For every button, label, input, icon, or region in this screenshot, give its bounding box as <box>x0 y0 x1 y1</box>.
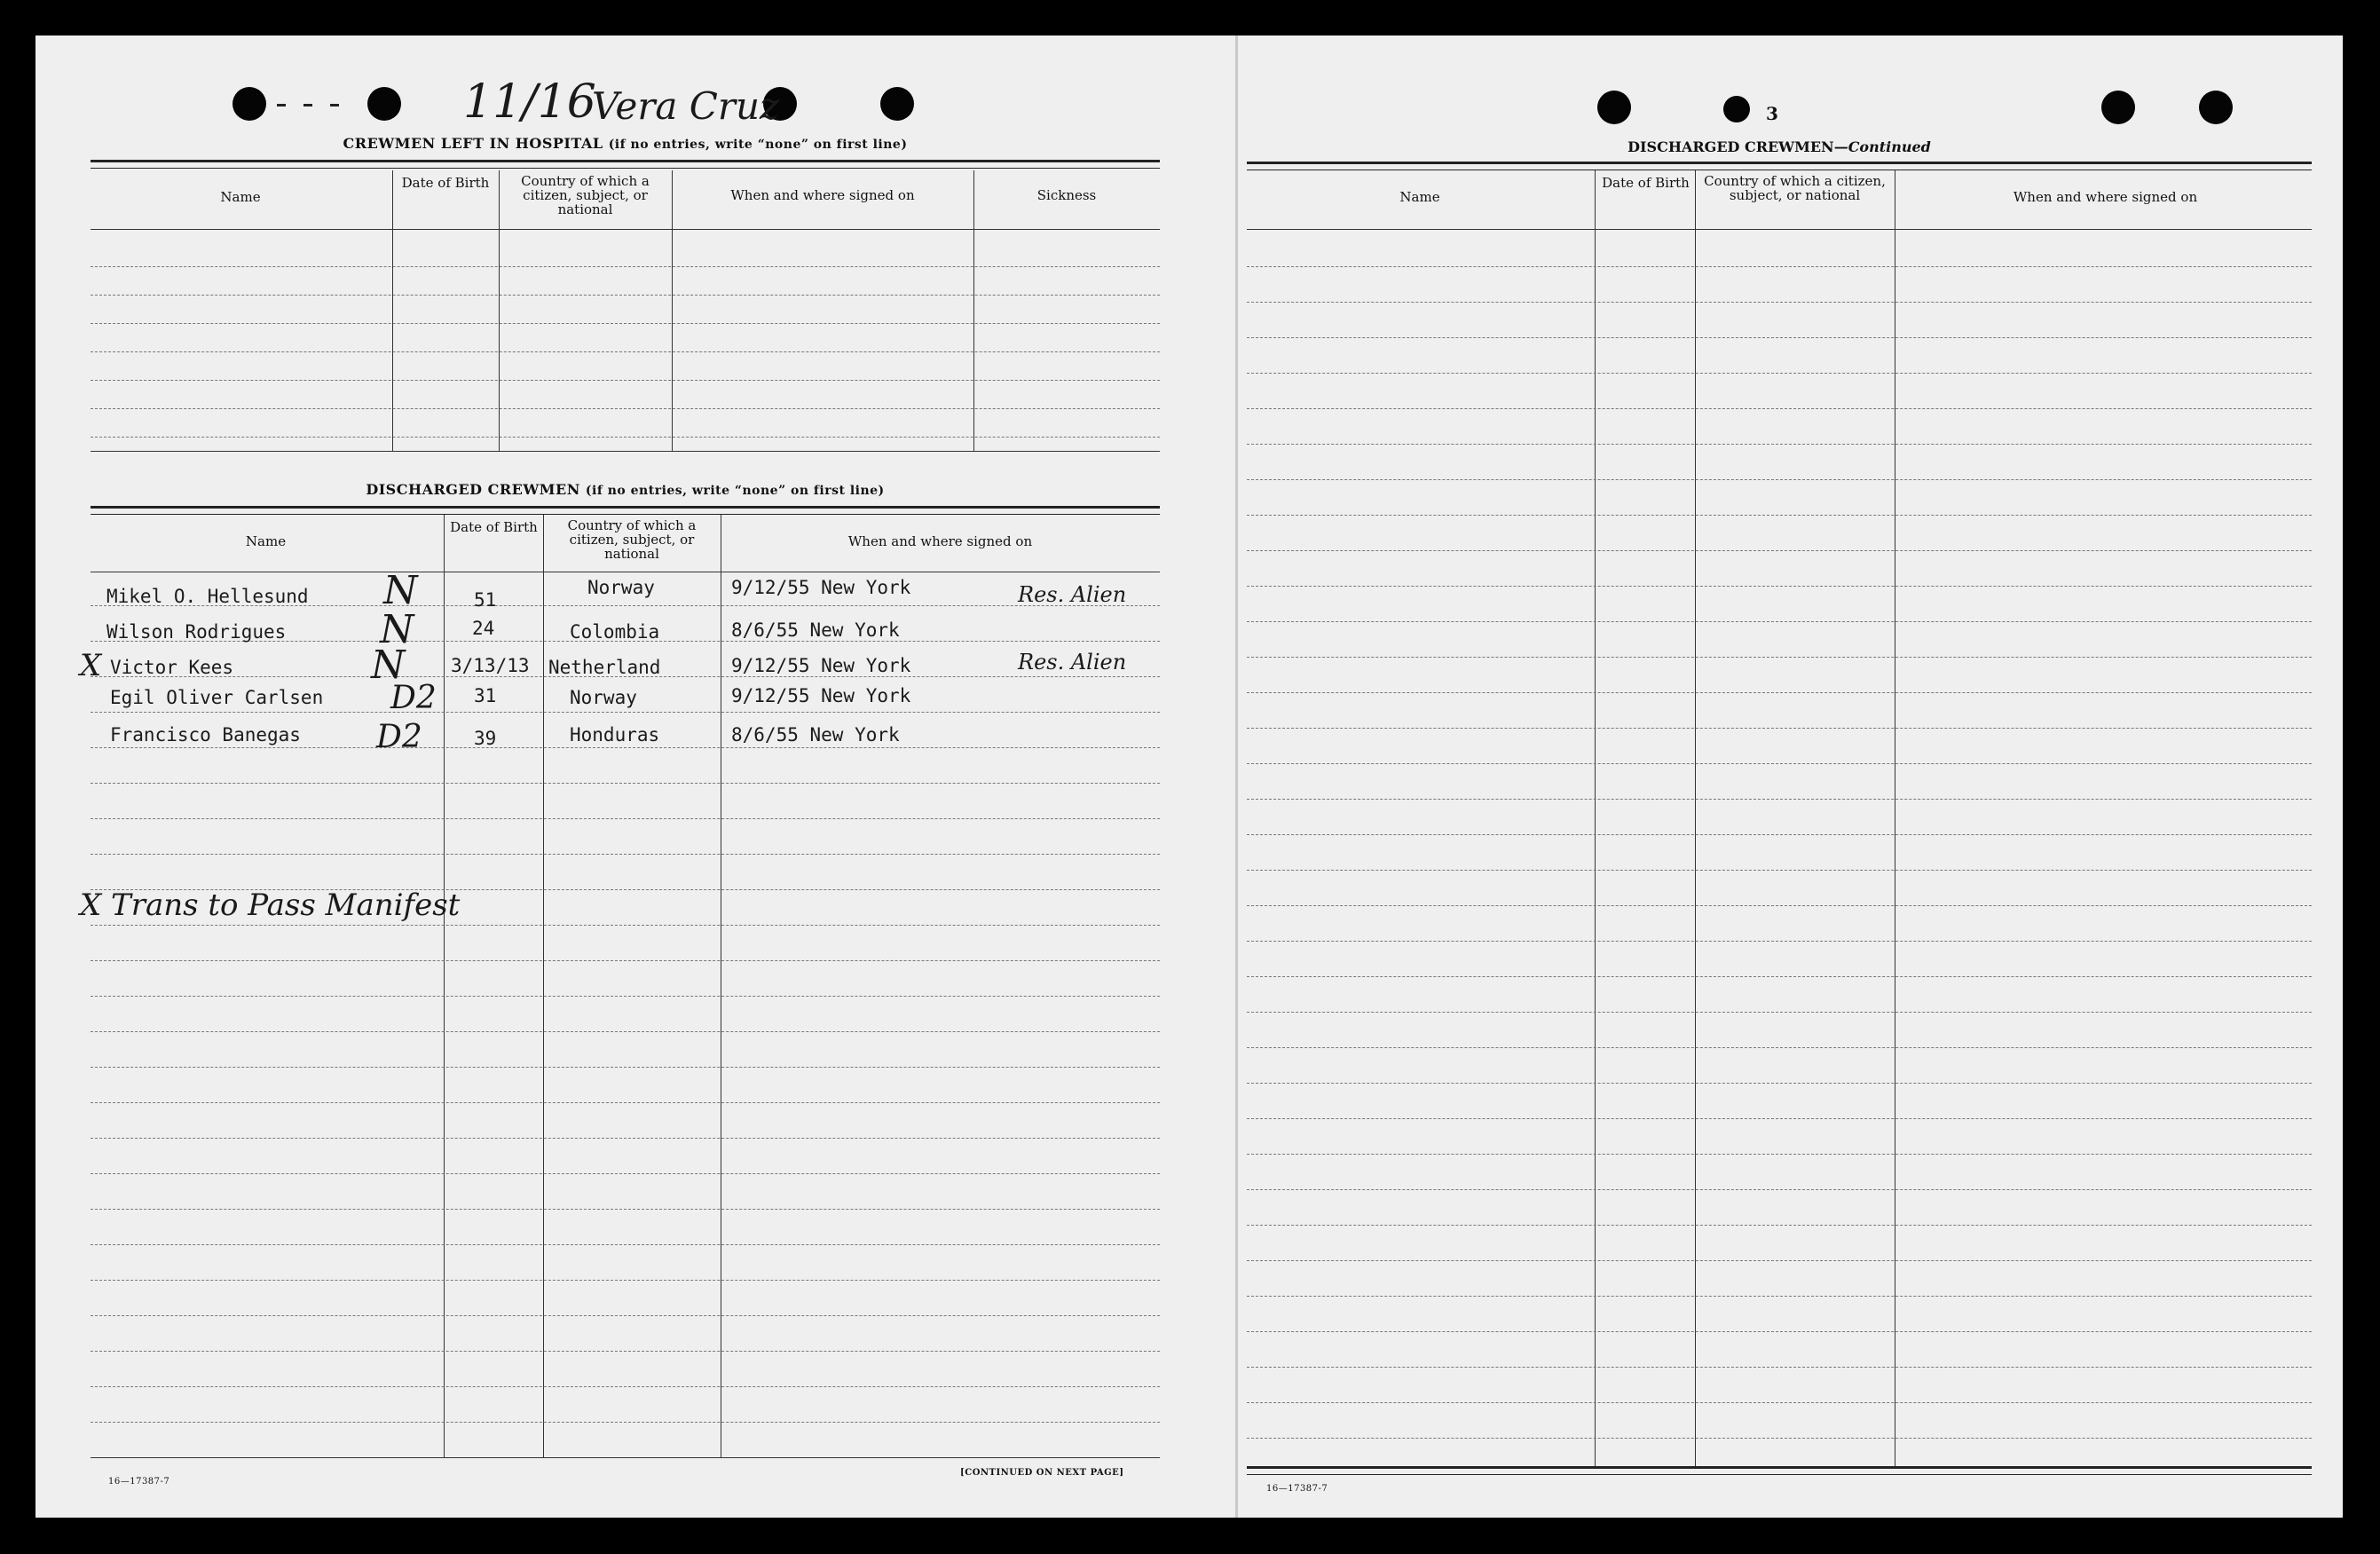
crew-name: Victor Kees <box>110 657 234 678</box>
hospital-col-sickness: Sickness <box>1036 187 1097 203</box>
hospital-col-signed: When and where signed on <box>730 187 915 203</box>
center-fold <box>1235 35 1238 1518</box>
right-caption <box>1247 138 2312 155</box>
crew-signed-on: 8/6/55 New York <box>731 724 900 745</box>
transfer-mark: X <box>80 648 102 683</box>
discharged-row-line <box>91 783 1160 784</box>
right-row-line <box>1247 621 2312 622</box>
hospital-bottom-line <box>91 451 1160 452</box>
crew-country: Norway <box>570 687 637 708</box>
crew-signed-on: 9/12/55 New York <box>731 577 911 598</box>
discharged-row-line <box>91 1067 1160 1068</box>
hospital-col-country: Country of which a citizen, subject, or national <box>521 173 650 217</box>
discharged-row-line <box>91 996 1160 997</box>
right-row-line <box>1247 692 2312 693</box>
crew-name: Wilson Rodrigues <box>106 621 287 643</box>
right-row-line <box>1247 444 2312 445</box>
right-row-line <box>1247 1083 2312 1084</box>
hospital-row-line <box>91 295 1160 296</box>
crew-name: Mikel O. Hellesund <box>106 586 309 607</box>
handwritten-note: Res. Alien <box>1018 650 1127 674</box>
crew-dob: 3/13/13 <box>451 655 530 676</box>
discharged-col-dob: Date of Birth <box>450 519 538 535</box>
right-row-line <box>1247 373 2312 374</box>
punch-hole-icon <box>2101 91 2135 124</box>
discharged-row-line <box>91 1173 1160 1174</box>
crew-dob: 31 <box>474 685 497 706</box>
crew-country: Netherland <box>548 657 661 678</box>
discharged-row-line <box>91 1386 1160 1387</box>
right-row-line <box>1247 266 2312 267</box>
hospital-row-line <box>91 437 1160 438</box>
discharged-col-signed: When and where signed on <box>847 533 1033 549</box>
disposition-mark: N <box>383 568 418 613</box>
punch-hole-icon <box>1723 96 1750 122</box>
crew-signed-on: 9/12/55 New York <box>731 655 911 676</box>
right-divider <box>1695 170 1696 1468</box>
pencil-dash <box>303 104 312 106</box>
right-row-line <box>1247 1189 2312 1190</box>
hospital-row-line <box>91 323 1160 324</box>
transfer-note: X Trans to Pass Manifest <box>80 887 461 923</box>
hospital-header-line <box>91 229 1160 230</box>
hospital-divider <box>672 170 673 451</box>
hospital-caption-note: (if no entries, write “none” on first line) <box>608 138 908 152</box>
discharged-row-line <box>91 925 1160 926</box>
discharged-row-line <box>91 818 1160 819</box>
right-row-line <box>1247 1154 2312 1155</box>
right-row-line <box>1247 1331 2312 1332</box>
hospital-caption <box>91 135 1160 152</box>
crew-dob: 51 <box>474 589 497 611</box>
punch-hole-icon <box>367 87 401 121</box>
crew-name: Egil Oliver Carlsen <box>110 687 324 708</box>
discharged-col-country: Country of which a citizen, subject, or national <box>567 517 697 562</box>
continued-note: [CONTINUED ON NEXT PAGE] <box>960 1468 1124 1478</box>
right-row-line <box>1247 1438 2312 1439</box>
handwritten-port: Vera Cruz <box>592 84 780 128</box>
hospital-divider <box>973 170 974 451</box>
hospital-caption-title: CREWMEN LEFT IN HOSPITAL <box>343 135 603 152</box>
right-row-line <box>1247 1118 2312 1119</box>
right-row-line <box>1247 657 2312 658</box>
discharged-row-line <box>91 1138 1160 1139</box>
pencil-dash <box>277 104 286 106</box>
right-row-line <box>1247 515 2312 516</box>
hospital-divider <box>499 170 500 451</box>
discharged-caption <box>91 481 1160 498</box>
right-col-country: Country of which a citizen, subject, or national <box>1704 173 1886 203</box>
pencil-dash <box>330 104 339 106</box>
discharged-row-line <box>91 1422 1160 1423</box>
crew-country: Norway <box>587 577 655 598</box>
disposition-mark: D2 <box>390 680 437 716</box>
discharged-caption-title: DISCHARGED CREWMEN <box>366 481 580 498</box>
right-row-line <box>1247 550 2312 551</box>
discharged-row-line <box>91 1351 1160 1352</box>
right-row-line <box>1247 586 2312 587</box>
discharged-row-line <box>91 1244 1160 1245</box>
right-row-line <box>1247 905 2312 906</box>
form-sheet <box>35 35 2343 1518</box>
right-col-dob: Date of Birth <box>1602 175 1690 191</box>
right-row-line <box>1247 941 2312 942</box>
right-row-line <box>1247 479 2312 480</box>
right-col-signed: When and where signed on <box>2013 189 2198 205</box>
hospital-divider <box>392 170 393 451</box>
right-header-line <box>1247 229 2312 230</box>
punch-hole-icon <box>880 87 914 121</box>
right-caption-suffix: —Continued <box>1833 138 1931 155</box>
discharged-bottom-line <box>91 1457 1160 1458</box>
right-row-line <box>1247 1225 2312 1226</box>
right-row-line <box>1247 302 2312 303</box>
form-number: 16—17387-7 <box>108 1477 170 1487</box>
discharged-row-line <box>91 712 1160 713</box>
handwritten-note: Res. Alien <box>1018 582 1127 607</box>
discharged-row-line <box>91 1315 1160 1316</box>
crew-country: Colombia <box>570 621 660 643</box>
left-page <box>80 35 1160 1518</box>
right-row-line <box>1247 799 2312 800</box>
right-row-line <box>1247 1012 2312 1013</box>
right-row-line <box>1247 870 2312 871</box>
discharged-row-line <box>91 1209 1160 1210</box>
hospital-col-name: Name <box>220 189 261 205</box>
right-divider <box>1595 170 1596 1468</box>
page-number: 3 <box>1766 103 1778 124</box>
hospital-row-line <box>91 351 1160 352</box>
right-row-line <box>1247 1260 2312 1261</box>
crew-dob: 39 <box>474 728 497 749</box>
right-row-line <box>1247 834 2312 835</box>
discharged-row-line <box>91 960 1160 961</box>
right-row-line <box>1247 1047 2312 1048</box>
hospital-top-rule <box>91 160 1160 169</box>
punch-hole-icon <box>1597 91 1631 124</box>
right-row-line <box>1247 763 2312 764</box>
discharged-row-line <box>91 1031 1160 1032</box>
right-row-line <box>1247 1367 2312 1368</box>
discharged-caption-note: (if no entries, write “none” on first line) <box>585 484 885 498</box>
right-row-line <box>1247 337 2312 338</box>
hospital-row-line <box>91 380 1160 381</box>
right-bottom-rule <box>1247 1466 2312 1475</box>
right-caption-title: DISCHARGED CREWMEN <box>1627 138 1834 155</box>
right-row-line <box>1247 728 2312 729</box>
hospital-row-line <box>91 266 1160 267</box>
disposition-mark: N <box>380 607 414 652</box>
discharged-top-rule <box>91 506 1160 515</box>
punch-hole-icon <box>2199 91 2233 124</box>
crew-name: Francisco Banegas <box>110 724 301 745</box>
right-row-line <box>1247 976 2312 977</box>
hospital-row-line <box>91 408 1160 409</box>
discharged-row-line <box>91 1280 1160 1281</box>
crew-country: Honduras <box>570 724 660 745</box>
handwritten-date: 11/16 <box>463 75 596 129</box>
right-top-rule <box>1247 162 2312 170</box>
disposition-mark: D2 <box>376 719 422 755</box>
right-page <box>1247 35 2312 1518</box>
hospital-col-dob: Date of Birth <box>401 175 490 191</box>
right-row-line <box>1247 408 2312 409</box>
right-col-name: Name <box>1399 189 1440 205</box>
form-number: 16—17387-7 <box>1266 1484 1328 1494</box>
discharged-row-line <box>91 854 1160 855</box>
right-row-line <box>1247 1296 2312 1297</box>
right-row-line <box>1247 1402 2312 1403</box>
crew-signed-on: 9/12/55 New York <box>731 685 911 706</box>
crew-dob: 24 <box>472 618 495 639</box>
discharged-col-name: Name <box>245 533 287 549</box>
disposition-mark: N <box>371 643 406 688</box>
discharged-row-line <box>91 747 1160 748</box>
punch-hole-icon <box>232 87 266 121</box>
discharged-row-line <box>91 1102 1160 1103</box>
crew-signed-on: 8/6/55 New York <box>731 619 900 641</box>
